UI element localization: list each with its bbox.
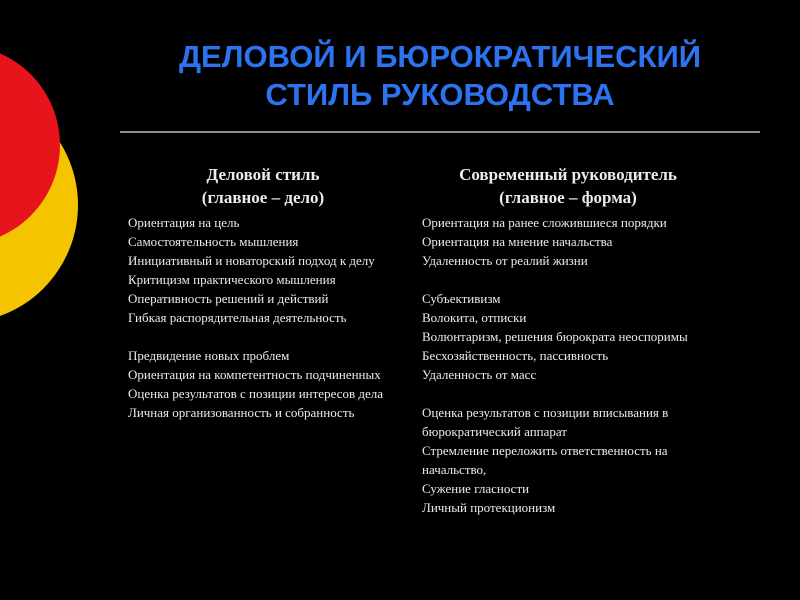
heading-line-1: Современный руководитель [459, 165, 677, 184]
list-item: Волокита, отписки [422, 310, 527, 325]
list-item: Предвидение новых проблем [128, 348, 290, 363]
slide-title [120, 38, 760, 114]
list-item: Волюнтаризм, решения бюрократа неоспоримы [422, 329, 688, 344]
list-item: Ориентация на мнение начальства [422, 234, 613, 249]
list-item: Оценка результатов с позиции интересов дела [128, 386, 383, 401]
list-item: Личная организованность и собранность [128, 405, 355, 420]
heading-line-1: Деловой стиль [206, 165, 320, 184]
business-style-column [128, 163, 410, 422]
list-item: Оперативность решений и действий [128, 291, 329, 306]
list-item: Стремление переложить ответственность на начальство, [422, 443, 668, 477]
list-item: Удаленность от масс [422, 367, 537, 382]
title-line-1: ДЕЛОВОЙ И БЮРОКРАТИЧЕСКИЙ [178, 39, 702, 74]
list-item: Личный протекционизм [422, 500, 556, 515]
list-item: Удаленность от реалий жизни [422, 253, 588, 268]
heading-line-2: (главное – форма) [499, 188, 637, 207]
list-spacer [128, 327, 410, 346]
list-item: Оценка результатов с позиции вписывания в бюрократический аппарат [422, 405, 669, 439]
list-item: Субъективизм [422, 291, 501, 306]
bureaucratic-style-column [422, 163, 722, 517]
list-item: Инициативный и новаторский подход к делу [128, 253, 375, 268]
list-spacer [422, 384, 722, 403]
list-item: Бесхозяйственность, пассивность [422, 348, 609, 363]
list-spacer [422, 270, 722, 289]
bureaucratic-style-heading [422, 163, 714, 209]
list-item: Ориентация на компетентность подчиненных [128, 367, 381, 382]
business-style-heading [128, 163, 398, 209]
list-item: Самостоятельность мышления [128, 234, 299, 249]
list-item: Критицизм практического мышления [128, 272, 336, 287]
heading-line-2: (главное – дело) [201, 188, 325, 207]
decorative-circles [0, 0, 110, 330]
title-divider [120, 131, 760, 133]
list-item: Гибкая распорядительная деятельность [128, 310, 347, 325]
list-item: Сужение гласности [422, 481, 530, 496]
title-line-2: СТИЛЬ РУКОВОДСТВА [265, 77, 615, 112]
list-item: Ориентация на цель [128, 215, 240, 230]
list-item: Ориентация на ранее сложившиеся порядки [422, 215, 667, 230]
